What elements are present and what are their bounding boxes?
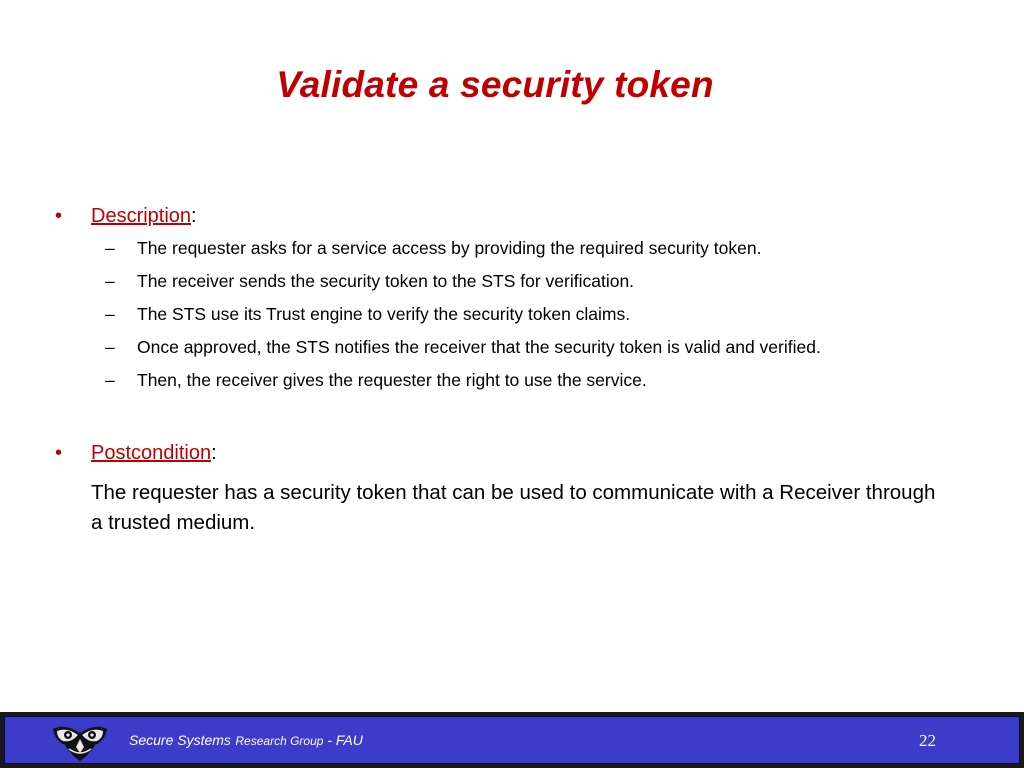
footer-panel <box>4 716 1020 764</box>
list-item <box>105 370 821 403</box>
footer-org <box>129 732 363 750</box>
list-item <box>105 271 821 304</box>
bullet-dot: • <box>55 442 63 464</box>
list-item-text: Once approved, the STS notifies the receiver that the security token is valid and verified. <box>137 337 821 357</box>
bullet-description <box>55 205 197 228</box>
bullet-dot: • <box>55 205 63 227</box>
list-item <box>105 337 821 370</box>
footer-bar <box>0 712 1024 768</box>
owl-logo-icon <box>49 721 111 763</box>
postcondition-heading: Postcondition <box>91 442 212 464</box>
footer-org-secondary: Research Group <box>235 734 324 748</box>
list-item <box>105 238 821 271</box>
dash-marker: – <box>105 238 115 258</box>
description-heading: Description <box>91 205 192 227</box>
list-item-text: Then, the receiver gives the requester the right to use the service. <box>137 370 647 390</box>
list-item-text: The requester asks for a service access by providing the required security token. <box>137 238 762 258</box>
footer-org-suffix: - FAU <box>323 732 363 748</box>
list-item-text: The receiver sends the security token to the STS for verification. <box>137 271 635 291</box>
dash-marker: – <box>105 304 115 324</box>
page-number: 22 <box>919 731 936 750</box>
dash-marker: – <box>105 337 115 357</box>
list-item-text: The STS use its Trust engine to verify the security token claims. <box>137 304 631 324</box>
footer-org-primary: Secure Systems <box>129 732 231 748</box>
slide-title: Validate a security token <box>276 64 714 105</box>
postcondition-text: The requester has a security token that can be used to communicate with a Receiver through a trusted medium. <box>91 481 936 534</box>
dash-marker: – <box>105 370 115 390</box>
heading-colon: : <box>211 442 217 464</box>
list-item <box>105 304 821 337</box>
bullet-postcondition <box>55 442 217 465</box>
heading-colon: : <box>191 205 197 227</box>
dash-marker: – <box>105 271 115 291</box>
description-list <box>105 238 821 403</box>
